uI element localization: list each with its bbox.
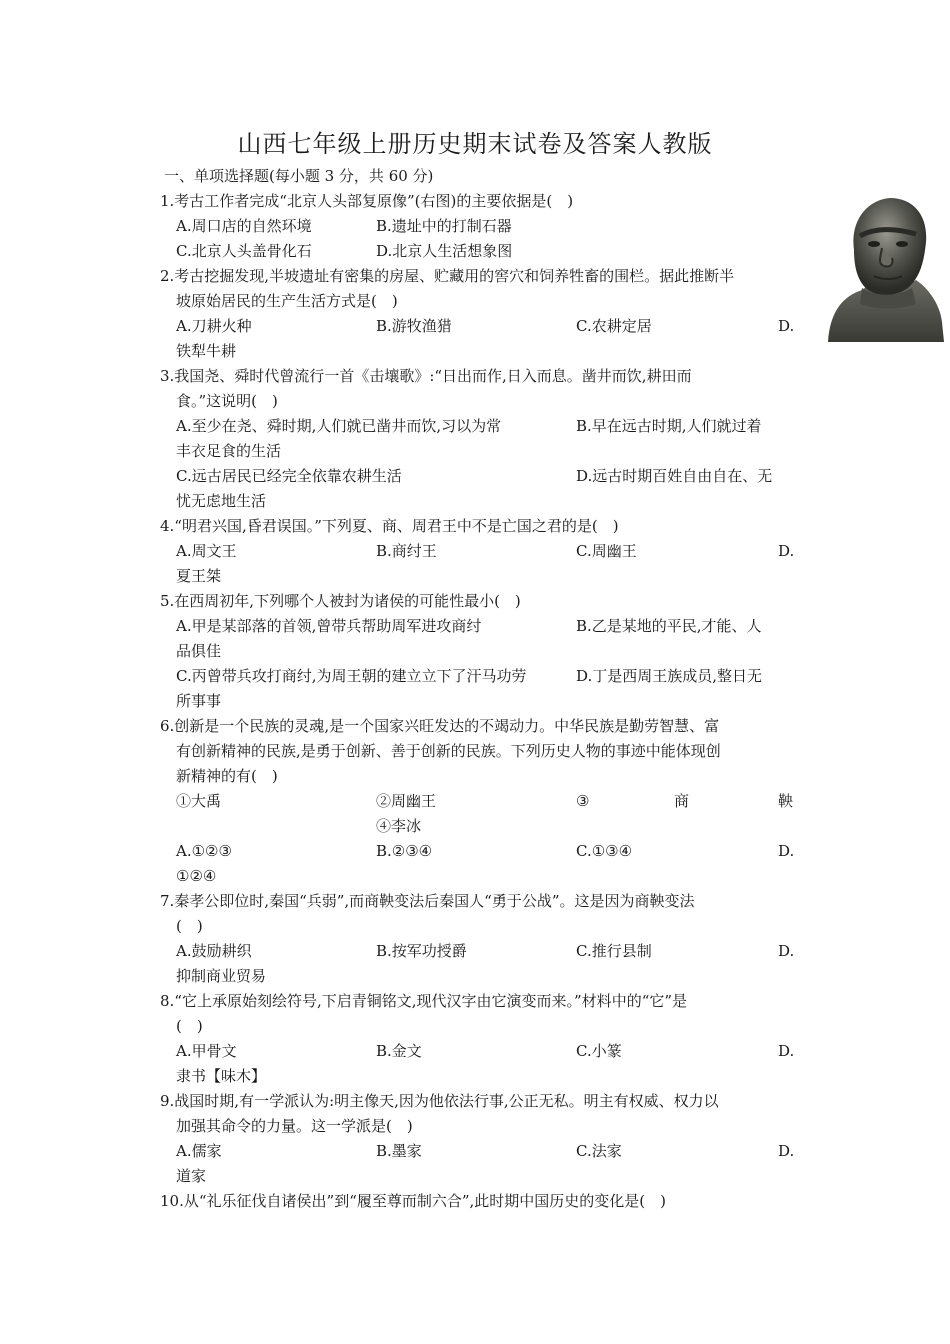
q5-options-cd: [160, 664, 800, 689]
q5-option-a: A.甲是某部落的首领,曾带兵帮助周军进攻商纣: [176, 617, 482, 635]
q3-stem-1: 3.我国尧、舜时代曾流行一首《击壤歌》:“日出而作,日入而息。凿井而饮,耕田而: [160, 367, 692, 385]
q9-options: [160, 1139, 800, 1164]
q1-options-2: [160, 239, 800, 264]
q3-option-b: B.早在远古时期,人们就过着: [576, 417, 762, 435]
q3-option-d: D.远古时期百姓自由自在、无: [576, 467, 773, 485]
q9-option-c: C.法家: [576, 1142, 622, 1160]
q4-option-a: A.周文王: [176, 542, 237, 560]
q8-option-b: B.金文: [376, 1042, 422, 1060]
q6-stem-3: 新精神的有( ): [176, 767, 278, 785]
q6-option-a: A.①②③: [176, 842, 232, 860]
q9-option-b: B.墨家: [376, 1142, 422, 1160]
exam-title: 山西七年级上册历史期末试卷及答案人教版: [237, 130, 713, 158]
q4-option-d: D.: [778, 542, 795, 560]
q2-option-d: D.: [778, 317, 795, 335]
q5-option-b-cont: 品俱佳: [176, 642, 222, 660]
q3-options-cd: [160, 464, 800, 489]
q10-stem: 10.从“礼乐征伐自诸侯出”到“履至尊而制六合”,此时期中国历史的变化是( ): [160, 1192, 667, 1210]
q1-option-b: B.遗址中的打制石器: [376, 217, 512, 235]
q7-stem-2: ( ): [176, 917, 203, 935]
q1-stem: 1.考古工作者完成“北京人头部复原像”(右图)的主要依据是( ): [160, 192, 574, 210]
q6-stem-1: 6.创新是一个民族的灵魂,是一个国家兴旺发达的不竭动力。中华民族是勤劳智慧、富: [160, 717, 720, 735]
q1-options: [160, 214, 800, 239]
q6-option-d-text: ①②④: [176, 867, 217, 885]
q6-item-4: ④李冰: [376, 817, 422, 835]
q3-option-a: A.至少在尧、舜时期,人们就已凿井而饮,习以为常: [176, 417, 502, 435]
q1-option-c: C.北京人头盖骨化石: [176, 242, 312, 260]
q3-option-c: C.远古居民已经完全依靠农耕生活: [176, 467, 402, 485]
q6-item-3-char1: 商: [674, 792, 690, 810]
q9-stem-2: 加强其命令的力量。这一学派是( ): [176, 1117, 413, 1135]
q7-option-d: D.: [778, 942, 795, 960]
q9-stem-1: 9.战国时期,有一学派认为:明主像天,因为他依法行事,公正无私。明主有权威、权力以: [160, 1092, 719, 1110]
q5-stem: 5.在西周初年,下列哪个人被封为诸侯的可能性最小( ): [160, 592, 521, 610]
q6-items-2: [160, 814, 800, 839]
q2-option-b: B.游牧渔猎: [376, 317, 452, 335]
q4-option-d-text: 夏王桀: [176, 567, 222, 585]
q7-option-b: B.按军功授爵: [376, 942, 467, 960]
q2-option-a: A.刀耕火种: [176, 317, 252, 335]
q3-stem-2: 食。”这说明( ): [176, 392, 278, 410]
q4-option-b: B.商纣王: [376, 542, 437, 560]
q9-option-a: A.儒家: [176, 1142, 222, 1160]
q2-option-d-text: 铁犁牛耕: [176, 342, 237, 360]
q3-option-b-cont: 丰衣足食的生活: [176, 442, 282, 460]
q6-stem-2: 有创新精神的民族,是勇于创新、善于创新的民族。下列历史人物的事迹中能体现创: [176, 742, 721, 760]
q7-stem-1: 7.秦孝公即位时,秦国“兵弱”,而商鞅变法后秦国人“勇于公战”。这是因为商鞅变法: [160, 892, 695, 910]
q5-option-d: D.丁是西周王族成员,整日无: [576, 667, 763, 685]
q3-options-ab: [160, 414, 800, 439]
q7-option-c: C.推行县制: [576, 942, 652, 960]
q2-option-c: C.农耕定居: [576, 317, 652, 335]
q8-option-a: A.甲骨文: [176, 1042, 237, 1060]
q6-items: [160, 789, 800, 814]
q6-option-c: C.①③④: [576, 842, 633, 860]
q2-stem-1: 2.考古挖掘发现,半坡遗址有密集的房屋、贮藏用的窖穴和饲养牲畜的围栏。据此推断半: [160, 267, 735, 285]
q4-option-c: C.周幽王: [576, 542, 637, 560]
q6-item-3-mark: ③: [576, 792, 590, 810]
q7-option-a: A.鼓励耕织: [176, 942, 252, 960]
q5-option-c: C.丙曾带兵攻打商纣,为周王朝的建立立下了汗马功劳: [176, 667, 527, 685]
q8-options: [160, 1039, 800, 1064]
q5-options-ab: [160, 614, 800, 639]
q5-option-d-cont: 所事事: [176, 692, 222, 710]
q8-stem-2: ( ): [176, 1017, 203, 1035]
q6-option-d: D.: [778, 842, 795, 860]
q6-item-3-char2: 鞅: [778, 792, 794, 810]
q7-options: [160, 939, 800, 964]
peking-man-bust-image: [824, 192, 946, 352]
q7-option-d-text: 抑制商业贸易: [176, 967, 267, 985]
q9-option-d-text: 道家: [176, 1167, 207, 1185]
q9-option-d: D.: [778, 1142, 795, 1160]
q1-option-d: D.北京人生活想象图: [376, 242, 513, 260]
q6-option-b: B.②③④: [376, 842, 433, 860]
q8-option-d: D.: [778, 1042, 795, 1060]
question-list: [160, 164, 800, 1214]
q6-item-2: ②周幽王: [376, 792, 437, 810]
q1-option-a: A.周口店的自然环境: [176, 217, 312, 235]
q6-options: [160, 839, 800, 864]
q8-stem-1: 8.“它上承原始刻绘符号,下启青铜铭文,现代汉字由它演变而来。”材料中的“它”是: [160, 992, 688, 1010]
q3-option-d-cont: 忧无虑地生活: [176, 492, 267, 510]
section-heading: 一、单项选择题(每小题 3 分，共 60 分): [164, 167, 434, 185]
q8-option-c: C.小篆: [576, 1042, 622, 1060]
q2-options: [160, 314, 800, 339]
q2-stem-2: 坡原始居民的生产生活方式是( ): [176, 292, 398, 310]
q6-item-1: ①大禹: [176, 792, 222, 810]
q5-option-b: B.乙是某地的平民,才能、人: [576, 617, 762, 635]
q4-options: [160, 539, 800, 564]
q4-stem: 4.“明君兴国,昏君误国。”下列夏、商、周君王中不是亡国之君的是( ): [160, 517, 619, 535]
q8-option-d-text: 隶书【味木】: [176, 1067, 267, 1085]
